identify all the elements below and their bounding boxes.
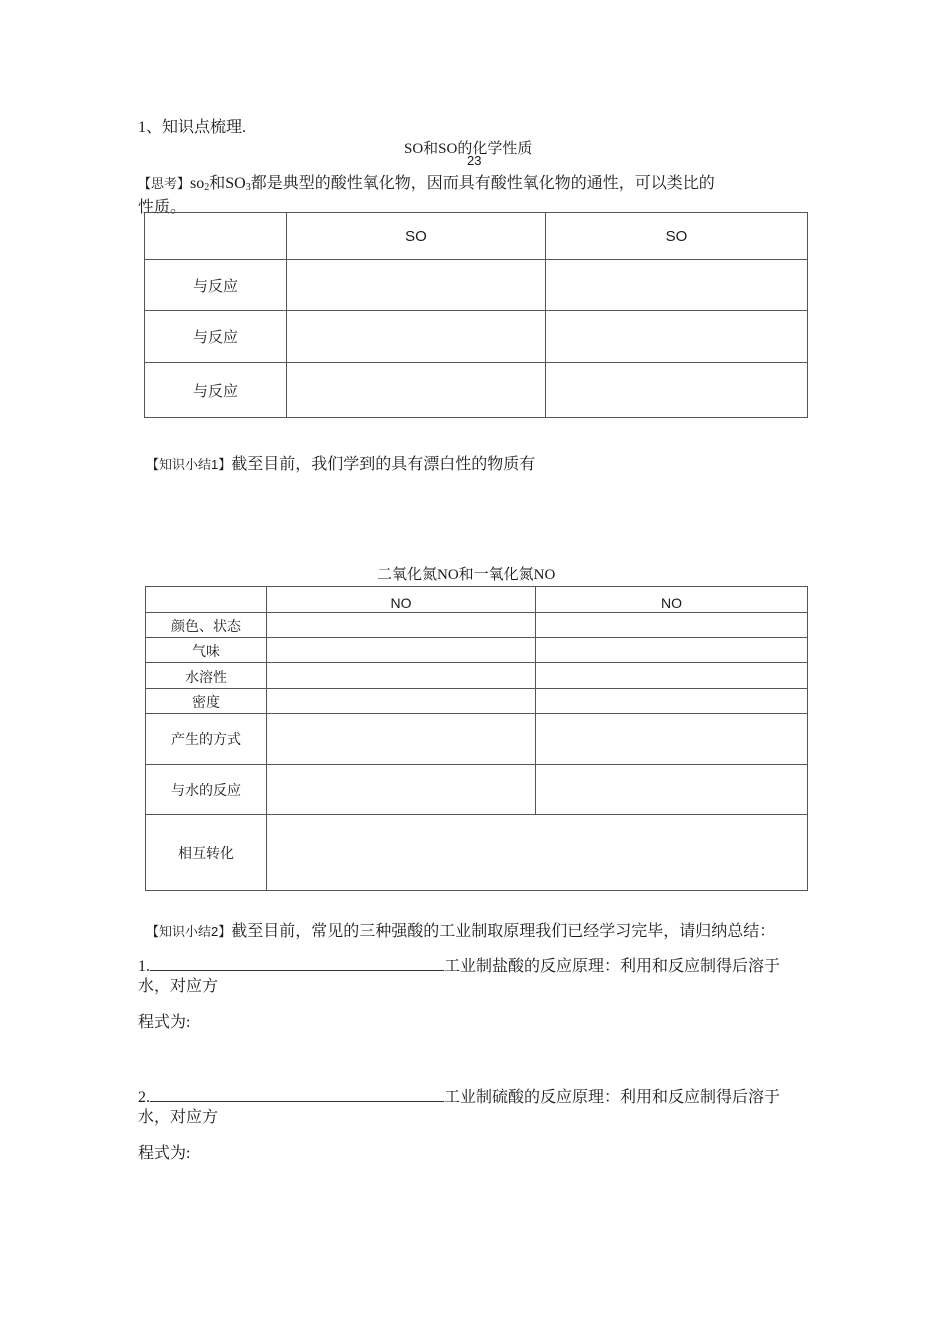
answer-cell[interactable] xyxy=(546,311,808,363)
row-label: 与反应 xyxy=(145,311,287,363)
table-row xyxy=(146,815,808,891)
summary-2-text: 截至目前，常见的三种强酸的工业制取原理我们已经学习完毕，请归纳总结： xyxy=(231,923,776,940)
think-tag: 【思考】 xyxy=(138,176,191,191)
item-1-continuation: 水，对应方 xyxy=(138,978,219,995)
answer-cell[interactable] xyxy=(267,689,536,714)
row-label: 与反应 xyxy=(145,363,287,418)
item-2-number: 2. xyxy=(138,1089,150,1106)
answer-cell[interactable] xyxy=(287,311,546,363)
answer-cell[interactable] xyxy=(536,714,808,765)
row-label: 颜色、状态 xyxy=(146,613,267,638)
row-label: 与反应 xyxy=(145,260,287,311)
table-row xyxy=(146,689,808,714)
row-label: 密度 xyxy=(146,689,267,714)
table-header-row xyxy=(146,587,808,613)
row-label: 相互转化 xyxy=(146,815,267,891)
answer-cell[interactable] xyxy=(267,714,536,765)
item-2-continuation: 水，对应方 xyxy=(138,1109,219,1126)
answer-cell[interactable] xyxy=(546,260,808,311)
answer-cell[interactable] xyxy=(536,638,808,663)
think-line2: 性质。 xyxy=(138,199,187,216)
answer-cell[interactable] xyxy=(287,260,546,311)
row-label: 与水的反应 xyxy=(146,765,267,815)
think-part2: 和SO xyxy=(209,175,246,192)
think-paragraph xyxy=(138,170,715,193)
no-properties-table xyxy=(145,586,808,891)
item-2-blank[interactable] xyxy=(150,1087,444,1102)
answer-cell[interactable] xyxy=(267,613,536,638)
think-part3: 都是典型的酸性氧化物，因而具有酸性氧化物的通性，可以类比的 xyxy=(250,175,715,192)
answer-cell[interactable] xyxy=(536,765,808,815)
answer-cell[interactable] xyxy=(287,363,546,418)
header-cell: SO xyxy=(546,213,808,260)
section-heading: 1、知识点梳理. xyxy=(138,119,247,136)
item-1-blank[interactable] xyxy=(150,956,444,971)
summary-1 xyxy=(146,451,535,474)
think-sub1: 2 xyxy=(204,182,210,193)
so-title-subscripts: 23 xyxy=(467,153,482,168)
answer-cell[interactable] xyxy=(536,663,808,689)
no-title: 二氧化氮NO和一氧化氮NO xyxy=(377,567,556,583)
row-label: 水溶性 xyxy=(146,663,267,689)
think-sub2: 3 xyxy=(245,182,251,193)
table-row xyxy=(146,765,808,815)
item-1-text: 工业制盐酸的反应原理：利用和反应制得后溶于 xyxy=(444,958,781,975)
answer-cell[interactable] xyxy=(546,363,808,418)
header-cell xyxy=(145,213,287,260)
item-2-formula: 程式为: xyxy=(138,1145,191,1162)
item-2-text: 工业制硫酸的反应原理：利用和反应制得后溶于 xyxy=(444,1089,781,1106)
table-row xyxy=(146,638,808,663)
answer-cell[interactable] xyxy=(267,765,536,815)
header-cell xyxy=(146,587,267,613)
table-row xyxy=(146,714,808,765)
row-label: 气味 xyxy=(146,638,267,663)
so-properties-table xyxy=(144,212,808,418)
table-row xyxy=(146,663,808,689)
table-row xyxy=(145,260,808,311)
think-part1: so xyxy=(190,175,205,192)
item-2-line xyxy=(138,1084,780,1107)
summary-2-tag: 【知识小结2】 xyxy=(146,924,232,939)
table-header-row xyxy=(145,213,808,260)
table-row xyxy=(146,613,808,638)
header-cell: NO xyxy=(536,587,808,613)
summary-1-tag: 【知识小结1】 xyxy=(146,457,232,472)
header-cell: SO xyxy=(287,213,546,260)
item-1-line xyxy=(138,953,780,976)
table-row xyxy=(145,311,808,363)
answer-cell[interactable] xyxy=(267,638,536,663)
answer-cell[interactable] xyxy=(267,815,808,891)
item-1-number: 1. xyxy=(138,958,150,975)
table-row xyxy=(145,363,808,418)
so-title-text: SO和SO的化学性质 xyxy=(404,141,533,157)
summary-2 xyxy=(146,918,775,941)
row-label: 产生的方式 xyxy=(146,714,267,765)
answer-cell[interactable] xyxy=(536,689,808,714)
header-cell: NO xyxy=(267,587,536,613)
answer-cell[interactable] xyxy=(536,613,808,638)
item-1-formula: 程式为: xyxy=(138,1014,191,1031)
answer-cell[interactable] xyxy=(267,663,536,689)
summary-1-text: 截至目前，我们学到的具有漂白性的物质有 xyxy=(231,456,536,473)
